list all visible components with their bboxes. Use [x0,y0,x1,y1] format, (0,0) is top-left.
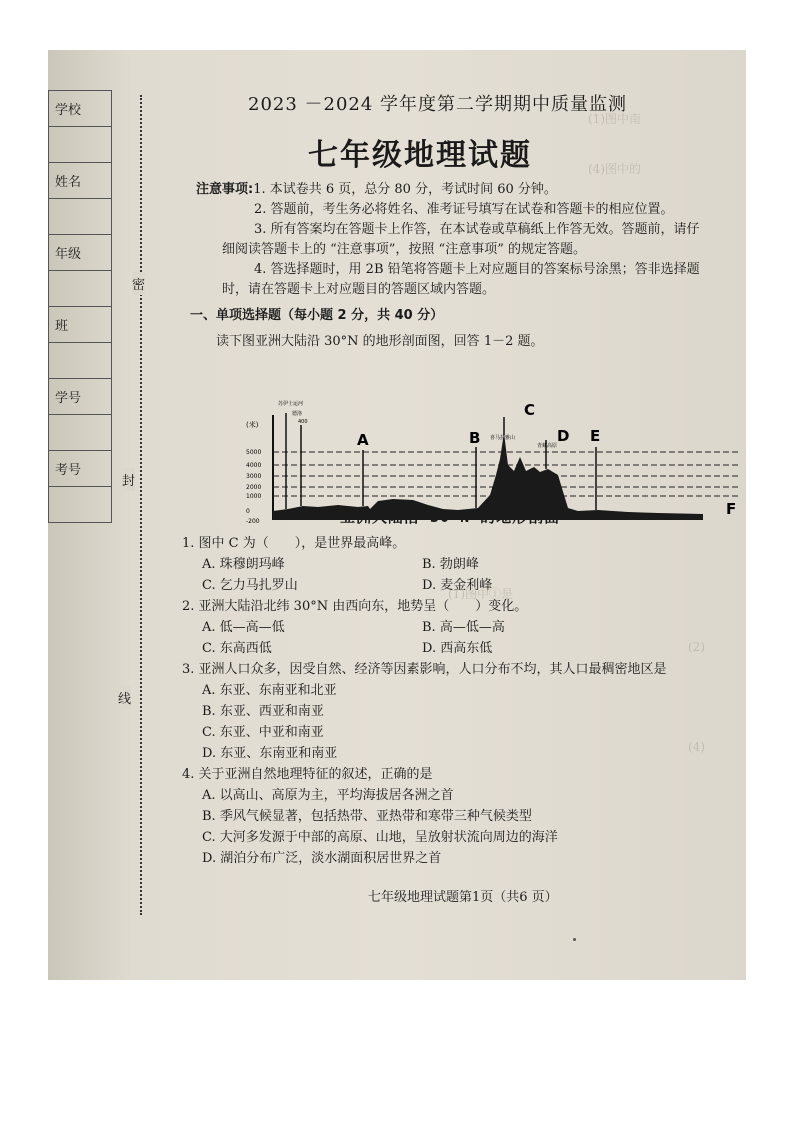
sidebar-cell: 班 [49,307,112,343]
answer-option: A. 以高山、高原为主，平均海拔居各洲之首 [202,788,454,803]
seal-char-mi: 密 [132,272,145,295]
answer-option: B. 勃朗峰 [422,557,479,572]
sidebar-cell: 学校 [49,91,112,127]
answer-option: A. 低—高—低 [202,620,285,635]
section-title: 一、单项选择题（每小题 2 分，共 40 分） [190,308,444,323]
seal-char-feng: 封 [122,468,135,491]
answer-option: B. 季风气候显著，包括热带、亚热带和寒带三种气候类型 [202,809,532,824]
answer-option: B. 高—低—高 [422,620,505,635]
exam-title: 2023 －2024 学年度第二学期期中质量监测 [248,94,628,115]
sidebar-cell [49,127,112,163]
notice-item-3-cont: 细阅读答题卡上的 “注意事项”，按照 “注意事项” 的规定答题。 [222,242,586,257]
answer-option: C. 大河多发源于中部的高原、山地，呈放射状流向周边的海洋 [202,830,558,845]
student-info-table [48,90,112,523]
y-tick-label: -200 [246,518,260,525]
sidebar-cell: 年级 [49,235,112,271]
y-tick-label: 4000 [246,462,262,469]
sidebar-cell [49,271,112,307]
notice-block [196,180,736,300]
question-stem: 1. 图中 C 为（ ），是世界最高峰。 [182,536,406,551]
answer-option: D. 西高东低 [422,641,493,656]
option-row [182,575,742,596]
answer-option: C. 东高西低 [202,641,272,656]
answer-option: A. 东亚、东南亚和北亚 [202,683,337,698]
point-label-c: C [524,401,536,419]
label-himalaya: 喜马拉雅山 [490,435,516,441]
y-unit-label: (米) [246,421,259,429]
subject-title: 七年级地理试题 [308,138,532,173]
sidebar-cell [49,199,112,235]
speck [573,938,576,941]
answer-option: D. 东亚、东南亚和南亚 [202,746,338,761]
notice-item-1: 1. 本试卷共 6 页，总分 80 分，考试时间 60 分钟。 [253,182,557,197]
sidebar-cell: 考号 [49,451,112,487]
option-row [182,638,742,659]
label-400: 400 [298,419,308,425]
question-list [182,533,742,869]
page-footer: 七年级地理试题第1页（共6 页） [368,890,558,905]
point-label-e: E [590,427,601,445]
notice-item-4: 4. 答选择题时，用 2B 铅笔将答题卡上对应题目的答案标号涂黑；答非选择题 [254,262,700,277]
point-label-d: D [557,427,570,445]
answer-option: B. 东亚、西亚和南亚 [202,704,324,719]
question-stem: 2. 亚洲大陆沿北纬 30°N 由西向东，地势呈（ ）变化。 [182,599,528,614]
label-delo: 德洛 [292,411,303,417]
label-tibet: 青藏高原 [537,443,558,449]
notice-item-2: 2. 答题前，考生务必将姓名、准考证号填写在试卷和答题卡的相应位置。 [254,202,674,217]
exam-photo [48,50,746,980]
exam-paper: (1)图中南 (4)图中的 (1)图中①是 (2) (4) 学校 姓名 年级 班 学号 考号 密 封 线 2023 －2024 学年度第二学期期中质量监测 七年级地理试题 注意事项:1. 本试卷共 6 页，总分 80 分，考试时间 60 分钟。 2. 答题前，考生务必将姓名、准考证号填写在试卷和答题卡的相应位置。 3. 所有答案均在答题卡上作答，在本试卷或草稿纸上作答无效。答题前，请仔 细阅读答题卡上的 “注意事项”，按照 “注意事项” 的规定答题。 4. 答选择题时，用 2B 铅笔将答题卡上对应题目的答案标号涂黑；答非选择题 时，请在答题卡上对应题目的答题区域内答题。 一、单项选择题（每小题 2 分，共 40 分） 读下图亚洲大陆沿 30°N 的地形剖面图，回答 1－2 题。 (米) 5000 4000 3000 2000 1000 0 -200 A B C D E F 苏伊士运河 德洛 400 喜马拉雅山 青藏高原 亚洲大陆沿 30°N 的地形剖面 1. 图中 C 为（ ），是世界最高峰。 A. 珠穆朗玛峰 B. 勃朗峰 C. 乞力马扎罗山 D. 麦金利峰 2. 亚洲大陆沿北纬 30°N 由西向东，地势呈（ ）变化。 A. 低—高—低 B. 高—低—高 C. 东高西低 D. 西高东低 3. 亚洲人口众多，因受自然、经济等因素影响，人口分布不均，其人口最稠密地区是 A. 东亚、东南亚和北亚 B. 东亚、西亚和南亚 C. 东亚、中亚和南亚 D. 东亚、东南亚和南亚 4. 关于亚洲自然地理特征的叙述，正确的是 A. 以高山、高原为主，平均海拔居各洲之首 B. 季风气候显著，包括热带、亚热带和寒带三种气候类型 C. 大河多发源于中部的高原、山地，呈放射状流向周边的海洋 D. 湖泊分布广泛，淡水湖面积居世界之首 七年级地理试题第1页（共6 页） [48,50,746,980]
sidebar-cell [49,415,112,451]
seal-char-xian: 线 [118,686,131,709]
figure-caption: 亚洲大陆沿 30°N 的地形剖面 [340,508,561,526]
point-label-f: F [726,500,737,518]
notice-label: 注意事项: [196,182,254,197]
point-label-a: A [357,431,369,449]
y-tick-label: 5000 [246,449,262,456]
y-tick-label: 1000 [246,493,262,500]
answer-option: D. 湖泊分布广泛，淡水湖面积居世界之首 [202,851,442,866]
answer-option: A. 珠穆朗玛峰 [202,557,285,572]
seal-dotted-line [140,95,142,915]
y-tick-label: 0 [246,508,250,515]
section-intro: 读下图亚洲大陆沿 30°N 的地形剖面图，回答 1－2 题。 [216,334,544,349]
notice-item-4-cont: 时，请在答题卡上对应题目的答题区域内答题。 [222,282,496,297]
label-suez: 苏伊士运河 [278,401,304,407]
question-stem: 3. 亚洲人口众多，因受自然、经济等因素影响，人口分布不均，其人口最稠密地区是 [182,662,667,677]
notice-item-3: 3. 所有答案均在答题卡上作答，在本试卷或草稿纸上作答无效。答题前，请仔 [254,222,700,237]
sidebar-cell: 姓名 [49,163,112,199]
sidebar-cell [49,487,112,523]
answer-option: D. 麦金利峰 [422,578,493,593]
option-row [182,554,742,575]
sidebar-cell [49,343,112,379]
y-tick-label: 3000 [246,473,262,480]
question-stem: 4. 关于亚洲自然地理特征的叙述，正确的是 [182,767,433,782]
sidebar-cell: 学号 [49,379,112,415]
answer-option: C. 东亚、中亚和南亚 [202,725,324,740]
point-label-b: B [469,429,481,447]
answer-option: C. 乞力马扎罗山 [202,578,298,593]
y-tick-label: 2000 [246,484,262,491]
option-row [182,617,742,638]
